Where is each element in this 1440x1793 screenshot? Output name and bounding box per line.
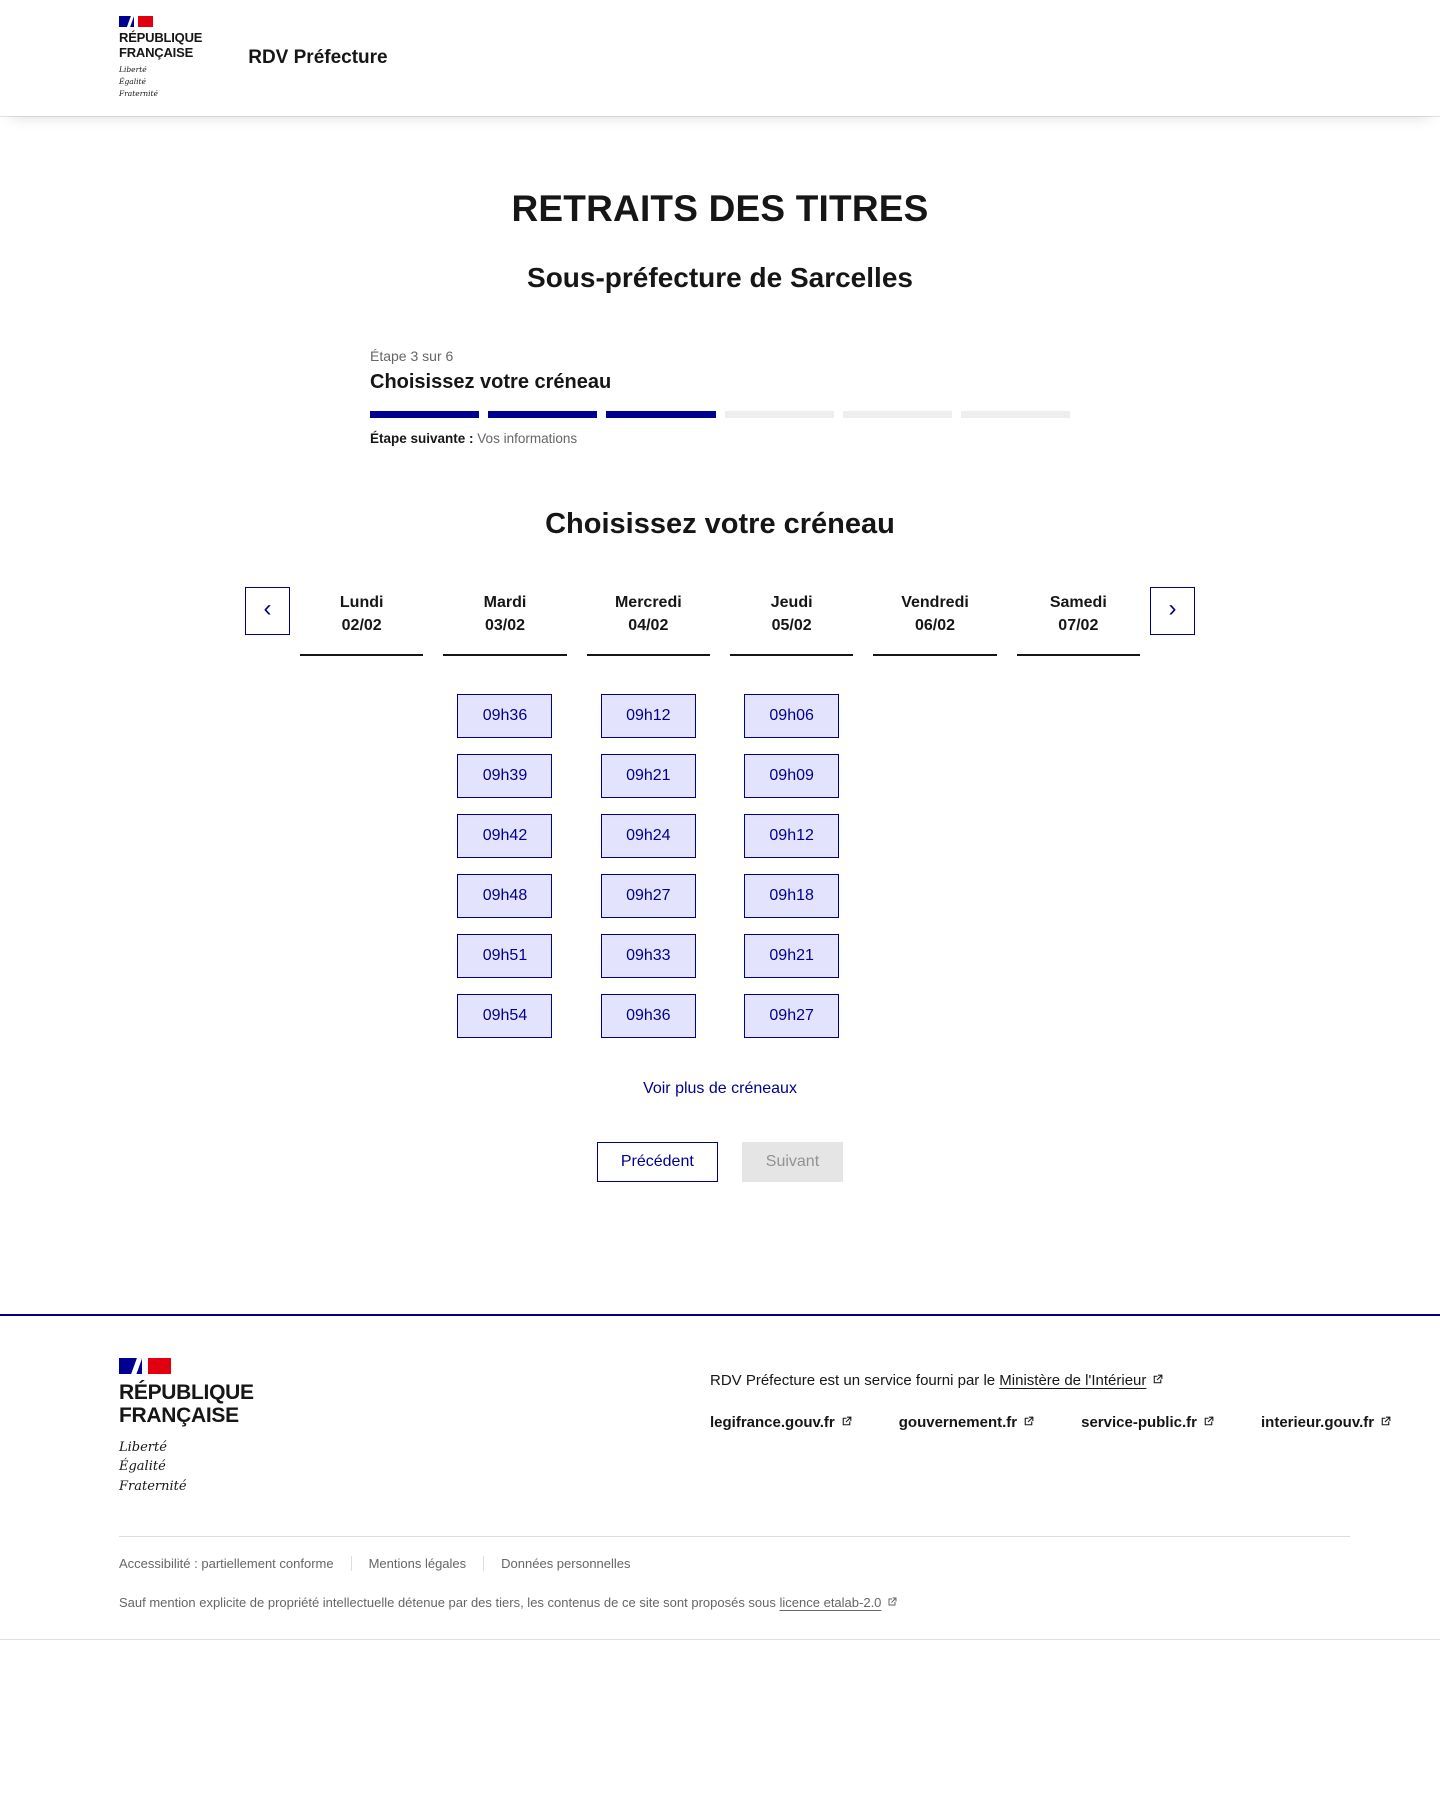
footer-inner [0, 1316, 1440, 1639]
slot-list [457, 694, 552, 1038]
day-column-vendredi [863, 587, 1006, 1038]
logo-line1: RÉPUBLIQUE [119, 30, 203, 46]
day-name: Mercredi [614, 594, 682, 611]
chevron-left-icon: ‹ [263, 595, 272, 622]
next-step-value: Vos informations [477, 431, 578, 446]
day-column-lundi [290, 587, 433, 1038]
day-underline [873, 654, 996, 656]
motto-line2: Égalité [119, 1459, 166, 1475]
progress-segment-6 [961, 411, 1070, 418]
time-slot-button[interactable]: 09h18 [744, 874, 839, 918]
external-link-icon [1151, 1373, 1164, 1390]
time-slot-button[interactable]: 09h21 [744, 934, 839, 978]
flag-blue-stripe [119, 1358, 142, 1374]
external-link-icon [886, 1596, 898, 1611]
time-slot-button[interactable]: 09h09 [744, 754, 839, 798]
next-step-label: Étape suivante : [370, 431, 474, 446]
french-flag-icon [119, 1358, 171, 1374]
external-link-icon [1022, 1415, 1035, 1432]
flag-red-stripe [138, 16, 153, 27]
footer-logo-text [119, 1381, 254, 1427]
day-name: Jeudi [770, 594, 813, 611]
day-column-mardi [433, 587, 576, 1038]
next-step-line [370, 431, 1070, 446]
link-label: legifrance.gouv.fr [710, 1414, 835, 1432]
time-slot-button[interactable]: 09h33 [601, 934, 696, 978]
time-slot-button[interactable]: 09h27 [744, 994, 839, 1038]
logo-line1: RÉPUBLIQUE [119, 1381, 254, 1405]
form-actions [0, 1142, 1440, 1182]
time-slot-button[interactable]: 09h06 [744, 694, 839, 738]
time-slot-button[interactable]: 09h42 [457, 814, 552, 858]
main-content [0, 188, 1440, 1182]
time-slot-button[interactable]: 09h36 [601, 994, 696, 1038]
time-slot-button[interactable]: 09h51 [457, 934, 552, 978]
flag-blue-stripe [119, 16, 134, 27]
time-slot-button[interactable]: 09h48 [457, 874, 552, 918]
motto-line2: Égalité [119, 76, 146, 86]
motto-line3: Fraternité [119, 1478, 187, 1494]
day-column-samedi [1007, 587, 1150, 1038]
step-progress-bar [370, 411, 1070, 418]
previous-button[interactable]: Précédent [597, 1142, 718, 1182]
footer-top [119, 1358, 1375, 1496]
progress-segment-5 [843, 411, 952, 418]
motto-line3: Fraternité [119, 88, 158, 98]
chevron-right-icon: › [1168, 595, 1177, 622]
legifrance-link[interactable] [710, 1414, 853, 1432]
link-label: gouvernement.fr [898, 1414, 1018, 1432]
stepper [370, 348, 1070, 446]
day-date: 05/02 [771, 617, 812, 635]
day-name: Mardi [483, 594, 527, 611]
time-slot-button[interactable]: 09h39 [457, 754, 552, 798]
time-slot-button[interactable]: 09h54 [457, 994, 552, 1038]
footer-links [710, 1414, 1375, 1432]
more-slots-link[interactable]: Voir plus de créneaux [643, 1080, 797, 1098]
logo-line2: FRANÇAISE [119, 44, 194, 60]
footer-divider [119, 1536, 1350, 1537]
legal-notice-link[interactable]: Mentions légales [351, 1556, 484, 1571]
licence-notice [119, 1595, 1350, 1639]
calendar-heading: Choisissez votre créneau [545, 508, 895, 540]
footer-bottom-links [119, 1556, 1350, 1571]
day-name: Lundi [339, 594, 384, 611]
slot-list [744, 694, 839, 1038]
logo-line2: FRANÇAISE [119, 1404, 239, 1428]
page-title: RETRAITS DES TITRES [511, 188, 929, 229]
french-flag-icon [119, 16, 153, 27]
slot-list [601, 694, 696, 1038]
progress-segment-2 [488, 411, 597, 418]
link-label: service-public.fr [1081, 1414, 1197, 1432]
progress-segment-1 [370, 411, 479, 418]
day-date: 07/02 [1058, 617, 1099, 635]
interieur-gouv-link[interactable] [1261, 1414, 1392, 1432]
day-date: 02/02 [341, 617, 382, 635]
step-title: Choisissez votre créneau [370, 371, 612, 393]
footer-service-note [710, 1372, 1350, 1390]
day-underline [1017, 654, 1140, 656]
footer-republique-logo[interactable] [119, 1358, 254, 1496]
week-calendar [245, 587, 1195, 1038]
site-footer [0, 1314, 1440, 1640]
link-label: interieur.gouv.fr [1261, 1414, 1375, 1432]
progress-segment-3 [606, 411, 715, 418]
next-button[interactable]: Suivant [742, 1142, 843, 1182]
logo-motto [119, 64, 202, 100]
footer-right [710, 1358, 1375, 1432]
site-header [0, 0, 1440, 116]
day-underline [443, 654, 566, 656]
next-week-button[interactable] [1150, 587, 1195, 635]
gouvernement-link[interactable] [899, 1414, 1035, 1432]
day-date: 06/02 [914, 617, 956, 635]
etalab-licence-link[interactable]: licence etalab-2.0 [779, 1595, 882, 1611]
logo-republique-text [119, 31, 202, 59]
licence-text: Sauf mention explicite de propriété intellectuelle détenue par des tiers, les contenus de ce site sont proposés sous [119, 1595, 780, 1611]
motto-line1: Liberté [119, 64, 147, 74]
external-link-icon [1202, 1415, 1215, 1432]
time-slot-button[interactable]: 09h24 [601, 814, 696, 858]
time-slot-button[interactable]: 09h21 [601, 754, 696, 798]
time-slot-button[interactable]: 09h27 [601, 874, 696, 918]
day-date: 03/02 [484, 617, 526, 635]
republique-francaise-logo[interactable] [119, 16, 202, 99]
service-public-link[interactable] [1081, 1414, 1215, 1432]
day-underline [730, 654, 853, 656]
time-slot-button[interactable]: 09h12 [744, 814, 839, 858]
footer-logo-motto [119, 1438, 254, 1497]
service-note-text: RDV Préfecture est un service fourni par le [710, 1372, 1000, 1390]
day-date: 04/02 [628, 617, 669, 635]
day-column-mercredi [577, 587, 720, 1038]
day-name: Vendredi [901, 594, 969, 611]
motto-line1: Liberté [119, 1439, 167, 1455]
day-underline [300, 654, 423, 656]
previous-week-button[interactable] [245, 587, 290, 635]
external-link-icon [1379, 1415, 1392, 1432]
time-slot-button[interactable]: 09h12 [601, 694, 696, 738]
flag-red-stripe [148, 1358, 171, 1374]
personal-data-link[interactable]: Données personnelles [483, 1556, 647, 1571]
accessibility-link[interactable]: Accessibilité : partiellement conforme [119, 1556, 334, 1572]
progress-segment-4 [725, 411, 834, 418]
day-underline [587, 654, 710, 656]
ministere-interieur-link[interactable]: Ministère de l'Intérieur [999, 1372, 1147, 1390]
page-subtitle: Sous-préfecture de Sarcelles [527, 262, 913, 293]
day-column-jeudi [720, 587, 863, 1038]
step-counter: Étape 3 sur 6 [370, 348, 454, 364]
time-slot-button[interactable]: 09h36 [457, 694, 552, 738]
day-name: Samedi [1049, 594, 1107, 611]
service-title: RDV Préfecture [248, 47, 388, 68]
external-link-icon [840, 1415, 853, 1432]
calendar-columns [290, 587, 1150, 1038]
